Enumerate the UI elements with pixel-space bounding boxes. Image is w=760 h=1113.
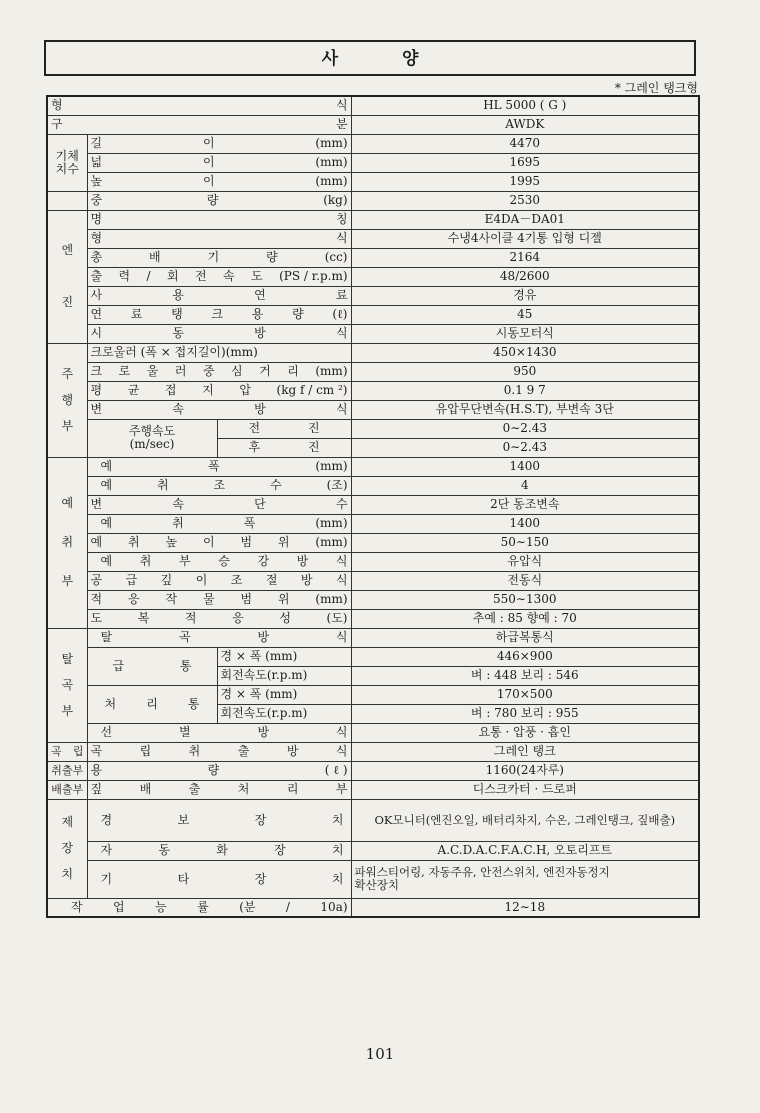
label-char: 단 xyxy=(254,497,266,511)
label-char: 장 xyxy=(274,843,286,857)
label-char: 사 xyxy=(90,288,103,302)
label-char: 력 xyxy=(118,269,131,283)
label-char: 장 xyxy=(254,871,267,886)
row-displacement xyxy=(47,248,699,267)
label-char: 기 xyxy=(100,871,113,886)
label-char: 도 xyxy=(251,269,263,283)
label-category xyxy=(47,115,351,134)
row-reap-width xyxy=(47,457,699,476)
label-char: 능 xyxy=(155,899,167,914)
label-char: 위 xyxy=(277,592,290,606)
row-engine-type xyxy=(47,229,699,248)
label-char: 방 xyxy=(286,744,299,758)
label-char: 구 xyxy=(51,117,63,131)
label-char: 도 xyxy=(90,611,103,625)
label-char: 취 xyxy=(157,478,169,492)
row-fuel xyxy=(47,286,699,305)
label-char: 높 xyxy=(165,535,178,549)
label-char: 전 xyxy=(195,269,207,283)
label-char: 취 xyxy=(188,744,201,758)
label-char: 량 xyxy=(206,193,219,207)
label-char: 별 xyxy=(178,725,191,739)
label-char: 출 xyxy=(90,269,103,283)
value-auto: A.C.D.A.C.F.A.C.H, 오토리프트 xyxy=(351,841,699,860)
label-char: 취 xyxy=(139,554,152,568)
unit-label: (mm) xyxy=(315,136,348,150)
label-char: 조 xyxy=(213,478,226,492)
label-char: 깊 xyxy=(160,573,173,587)
value-grain-capacity: 1160(24자루) xyxy=(351,761,699,780)
value-reap-rows: 4 xyxy=(351,476,699,495)
label-char: 동 xyxy=(158,843,170,857)
label-char: 적 xyxy=(184,611,197,625)
label-char: 균 xyxy=(127,383,140,397)
label-char: 리 xyxy=(286,782,299,796)
value-proc-size: 170×500 xyxy=(351,685,699,704)
row-lodging xyxy=(47,609,699,628)
row-weight xyxy=(47,191,699,210)
group-control: 제 장 치 xyxy=(47,799,87,898)
label-char: 크 xyxy=(211,307,224,321)
label-char: 리 xyxy=(287,364,299,378)
label-char: 총 xyxy=(90,250,103,264)
label-char: 방 xyxy=(254,326,266,340)
unit-label: (ℓ) xyxy=(332,307,348,321)
label-char: 형 xyxy=(90,231,103,245)
row-reap-rows xyxy=(47,476,699,495)
label-char: 수 xyxy=(335,497,348,511)
label-char: 폭 xyxy=(243,516,256,530)
label-char: 식 xyxy=(335,231,348,245)
label-char: 기 xyxy=(207,250,220,264)
label-char: 동 xyxy=(172,326,184,340)
label-char: 출 xyxy=(188,782,201,796)
unit-label: (kg f / cm ²) xyxy=(276,383,348,397)
value-lodging: 추예 : 85 향예 : 70 xyxy=(351,609,699,628)
row-grain-method xyxy=(47,742,699,761)
label-char: 예 xyxy=(100,459,113,473)
label-char: 방 xyxy=(254,402,266,416)
spec-table xyxy=(46,95,700,918)
label-char: 률 xyxy=(197,899,209,914)
label-char: 응 xyxy=(127,592,140,606)
label-char: 이 xyxy=(202,136,215,150)
label-char: 취 xyxy=(127,535,140,549)
label-char: 방 xyxy=(257,630,270,644)
label-char: 곡 xyxy=(90,744,103,758)
label-char: 위 xyxy=(277,535,290,549)
label-char: 량 xyxy=(292,307,304,321)
value-lift: 유압식 xyxy=(351,552,699,571)
row-length xyxy=(47,134,699,153)
unit-label: (mm) xyxy=(315,592,348,606)
unit-label: (cc) xyxy=(324,250,348,264)
label-char: 속 xyxy=(172,497,184,511)
value-engine-name: E4DA－DA01 xyxy=(351,210,699,229)
label-char: 화 xyxy=(216,843,228,857)
label-char: 립 xyxy=(72,745,84,758)
label-char: 절 xyxy=(265,573,278,587)
label-char: 복 xyxy=(137,611,150,625)
label-char: 물 xyxy=(202,592,215,606)
unit-label: ( ℓ ) xyxy=(324,763,348,777)
row-center xyxy=(47,362,699,381)
label-char: 용 xyxy=(251,307,264,321)
label-char: (분 xyxy=(239,899,256,914)
label-drum-rpm: 회전속도(r.p.m) xyxy=(217,666,351,685)
value-reap-shift: 2단 동조변속 xyxy=(351,495,699,514)
unit-label: (mm) xyxy=(315,155,348,169)
value-sorting: 요통 · 압풍 · 흡인 xyxy=(351,723,699,742)
label-proc-size: 경 × 폭 (mm) xyxy=(217,685,351,704)
row-category xyxy=(47,115,699,134)
label-char: 승 xyxy=(218,554,230,568)
row-speed-fwd xyxy=(47,419,699,438)
label-char: 료 xyxy=(335,288,348,302)
value-pressure: 0.1 9 7 xyxy=(351,381,699,400)
label-char: 식 xyxy=(335,98,348,113)
row-width xyxy=(47,153,699,172)
value-drum-size: 446×900 xyxy=(351,647,699,666)
label-char: 심 xyxy=(231,364,243,378)
value-travel-shift: 유압무단변속(H.S.T), 부변속 3단 xyxy=(351,400,699,419)
label-char: 연 xyxy=(90,307,103,321)
label-char: 처 xyxy=(237,782,250,796)
label-char: 크 xyxy=(90,364,103,378)
label-char: 치 xyxy=(331,843,344,857)
label-char: 작 xyxy=(71,899,83,914)
value-alarm: OK모니터(엔진오일, 배터리차지, 수온, 그레인탱크, 짚배출) xyxy=(351,799,699,841)
label-char: 칭 xyxy=(335,212,348,226)
row-height-range xyxy=(47,533,699,552)
label-char: 적 xyxy=(90,592,103,606)
label-crawler: 크로울러 (폭 × 접지길이)(mm) xyxy=(87,343,351,362)
label-char: 작 xyxy=(165,592,178,606)
label-char: 이 xyxy=(202,155,215,169)
label-char: 범 xyxy=(240,592,253,606)
label-char: 식 xyxy=(335,630,348,644)
value-speed-fwd: 0∼2.43 xyxy=(351,419,699,438)
label-char: 중 xyxy=(90,193,103,207)
label-char: 배 xyxy=(149,250,161,264)
label-drum-size: 경 × 폭 (mm) xyxy=(217,647,351,666)
label-char: 짚 xyxy=(90,782,103,796)
label-char: 회 xyxy=(167,269,179,283)
label-char: 이 xyxy=(195,573,208,587)
row-sorting xyxy=(47,723,699,742)
label-char: 길 xyxy=(90,136,103,150)
row-auto xyxy=(47,841,699,860)
row-alarm xyxy=(47,799,699,841)
row-output xyxy=(47,267,699,286)
label-char: 료 xyxy=(130,307,143,321)
label-char: 범 xyxy=(240,535,253,549)
row-grain-capacity: 취출부 용 량 ( ℓ ) 1160(24자루) xyxy=(47,761,699,780)
label-char: 공 xyxy=(90,573,103,587)
value-engine-type: 수냉4사이클 4기통 입형 디젤 xyxy=(351,229,699,248)
label-char: 통 xyxy=(187,696,200,711)
value-weight: 2530 xyxy=(351,191,699,210)
value-crawler: 450×1430 xyxy=(351,343,699,362)
label-char: 량 xyxy=(207,763,220,777)
label-weight xyxy=(87,191,351,210)
row-capacity xyxy=(47,898,699,917)
label-char: 립 xyxy=(139,744,152,758)
label-char: 예 xyxy=(100,478,113,492)
label-char: 시 xyxy=(90,326,103,340)
label-char: 급 xyxy=(125,573,138,587)
label-proc-rpm: 회전속도(r.p.m) xyxy=(217,704,351,723)
label-char: 방 xyxy=(257,725,270,739)
label-char: 진 xyxy=(307,421,320,435)
row-other xyxy=(47,860,699,898)
label-char: 조 xyxy=(230,573,243,587)
value-fuel: 경유 xyxy=(351,286,699,305)
label-char: 강 xyxy=(257,554,270,568)
label-char: 중 xyxy=(202,364,215,378)
row-proc-size xyxy=(47,685,699,704)
label-char: 속 xyxy=(172,402,184,416)
value-height: 1995 xyxy=(351,172,699,191)
label-char: 용 xyxy=(90,763,103,777)
title-char: 사 xyxy=(321,49,338,69)
label-char: 탈 xyxy=(100,630,113,644)
label-char: 치 xyxy=(331,812,344,827)
label-char: 성 xyxy=(279,611,291,625)
row-crawler xyxy=(47,343,699,362)
unit-label: (mm) xyxy=(315,174,348,188)
unit-label: (PS / r.p.m) xyxy=(279,269,348,283)
label-char: 형 xyxy=(51,98,63,113)
row-model xyxy=(47,96,699,115)
label-char: 방 xyxy=(300,573,313,587)
value-proc-rpm: 벼 : 780 보리 : 955 xyxy=(351,704,699,723)
group-threshing: 탈 곡 부 xyxy=(47,628,87,742)
label-char: / xyxy=(146,269,151,283)
label-char: 접 xyxy=(164,383,177,397)
label-char: 업 xyxy=(113,899,125,914)
label-char: 수 xyxy=(270,478,282,492)
label-char: 예 xyxy=(100,554,113,568)
label-char: 속 xyxy=(223,269,235,283)
row-travel-shift xyxy=(47,400,699,419)
title-char: 양 xyxy=(402,49,419,69)
row-lift xyxy=(47,552,699,571)
label-char: 식 xyxy=(335,725,348,739)
value-category: AWDK xyxy=(351,115,699,134)
label-char: 취 xyxy=(172,516,184,530)
unit-label: (mm) xyxy=(315,535,348,549)
label-char: 타 xyxy=(177,871,190,886)
unit-label: (mm) xyxy=(315,364,348,378)
row-engine-name xyxy=(47,210,699,229)
group-dimensions: 기체 치수 xyxy=(47,134,87,191)
page-number: 101 xyxy=(365,1045,395,1063)
label-char: 식 xyxy=(335,573,348,587)
tank-type-note: * 그레인 탱크형 xyxy=(614,81,698,95)
value-center: 950 xyxy=(351,362,699,381)
label-char: 높 xyxy=(90,174,103,188)
row-height xyxy=(47,172,699,191)
label-char: 변 xyxy=(90,497,103,511)
row-start xyxy=(47,324,699,343)
label-char: 자 xyxy=(100,843,113,857)
value-model: HL 5000 ( G ) xyxy=(351,96,699,115)
value-length: 4470 xyxy=(351,134,699,153)
label-char: 식 xyxy=(335,744,348,758)
row-crop-range xyxy=(47,590,699,609)
label-char: 부 xyxy=(335,782,348,796)
value-straw: 디스크카터 · 드로퍼 xyxy=(351,780,699,799)
label-char: 방 xyxy=(296,554,309,568)
group-engine: 엔 진 xyxy=(47,210,87,343)
label-char: 보 xyxy=(177,812,190,827)
label-char: 급 xyxy=(112,658,125,673)
label-char: 폭 xyxy=(207,459,220,473)
label-char: 배 xyxy=(139,782,152,796)
label-char: 로 xyxy=(118,364,131,378)
row-feed xyxy=(47,571,699,590)
value-height-range: 50∼150 xyxy=(351,533,699,552)
label-char: 용 xyxy=(172,288,184,302)
label-char: 울 xyxy=(146,364,159,378)
label-char: 러 xyxy=(174,364,187,378)
value-start: 시동모터식 xyxy=(351,324,699,343)
value-speed-rev: 0∼2.43 xyxy=(351,438,699,457)
label-char: 곡 xyxy=(51,745,62,758)
label-char: 예 xyxy=(100,516,113,530)
value-width: 1695 xyxy=(351,153,699,172)
label-char: 선 xyxy=(100,725,113,739)
label-model xyxy=(47,96,351,115)
value-drum-rpm: 벼 : 448 보리 : 546 xyxy=(351,666,699,685)
value-grain-method: 그레인 탱크 xyxy=(351,742,699,761)
label-char: 식 xyxy=(335,554,348,568)
label-char: 연 xyxy=(254,288,266,302)
unit-label: (조) xyxy=(326,478,348,492)
label-char: 명 xyxy=(90,212,103,226)
label-char: 지 xyxy=(202,383,214,397)
label-char: 식 xyxy=(335,402,348,416)
label-char: 응 xyxy=(232,611,244,625)
group-travel: 주 행 부 xyxy=(47,343,87,457)
row-pressure xyxy=(47,381,699,400)
label-char: 평 xyxy=(90,383,103,397)
value-crop-range: 550∼1300 xyxy=(351,590,699,609)
label-char: 처 xyxy=(104,696,117,711)
label-char: 리 xyxy=(146,696,158,711)
label-char: 압 xyxy=(239,383,251,397)
label-char: 진 xyxy=(307,440,320,454)
value-output: 48/2600 xyxy=(351,267,699,286)
label-char: 후 xyxy=(248,440,261,454)
row-reap-shift xyxy=(47,495,699,514)
label-char: 식 xyxy=(335,326,348,340)
label-char: 분 xyxy=(335,117,348,131)
value-displacement: 2164 xyxy=(351,248,699,267)
unit-label: (mm) xyxy=(315,516,348,530)
row-thresh-method xyxy=(47,628,699,647)
label-char: 출 xyxy=(237,744,250,758)
unit-label: (kg) xyxy=(323,193,348,207)
label-char: 이 xyxy=(202,535,215,549)
unit-label: (mm) xyxy=(315,459,348,473)
value-cut-width: 1400 xyxy=(351,514,699,533)
label-char: 량 xyxy=(266,250,278,264)
label-char: 변 xyxy=(90,402,103,416)
group-reaper: 예 취 부 xyxy=(47,457,87,628)
label-char: 통 xyxy=(179,658,192,673)
label-char: 치 xyxy=(331,871,344,886)
label-char: 부 xyxy=(178,554,191,568)
value-reap-width: 1400 xyxy=(351,457,699,476)
label-length xyxy=(87,134,351,153)
label-char: 곡 xyxy=(178,630,191,644)
value-other: 파워스티어링, 자동주유, 안전스위치, 엔진자동정지 확산장치 xyxy=(351,860,699,898)
row-drum-size xyxy=(47,647,699,666)
row-straw: 배출부 짚 배 출 처 리 부 디스크카터 · 드로퍼 xyxy=(47,780,699,799)
row-tank xyxy=(47,305,699,324)
label-char: 장 xyxy=(254,812,267,827)
unit-label: 10a) xyxy=(320,899,348,914)
value-tank: 45 xyxy=(351,305,699,324)
label-char: 이 xyxy=(202,174,215,188)
value-feed: 전동식 xyxy=(351,571,699,590)
label-char: 거 xyxy=(259,364,271,378)
label-speed: 주행속도 (m/sec) xyxy=(87,419,217,457)
label-char: 전 xyxy=(248,421,261,435)
unit-label: (도) xyxy=(326,611,348,625)
label-char: 경 xyxy=(100,812,113,827)
label-char: 넓 xyxy=(90,155,103,169)
label-width xyxy=(87,153,351,172)
value-capacity: 12∼18 xyxy=(351,898,699,917)
row-cut-width xyxy=(47,514,699,533)
spec-title xyxy=(44,40,696,76)
label-char: / xyxy=(285,899,290,914)
value-thresh-method: 하급복통식 xyxy=(351,628,699,647)
label-height xyxy=(87,172,351,191)
label-char: 탱 xyxy=(171,307,183,321)
label-char: 예 xyxy=(90,535,103,549)
